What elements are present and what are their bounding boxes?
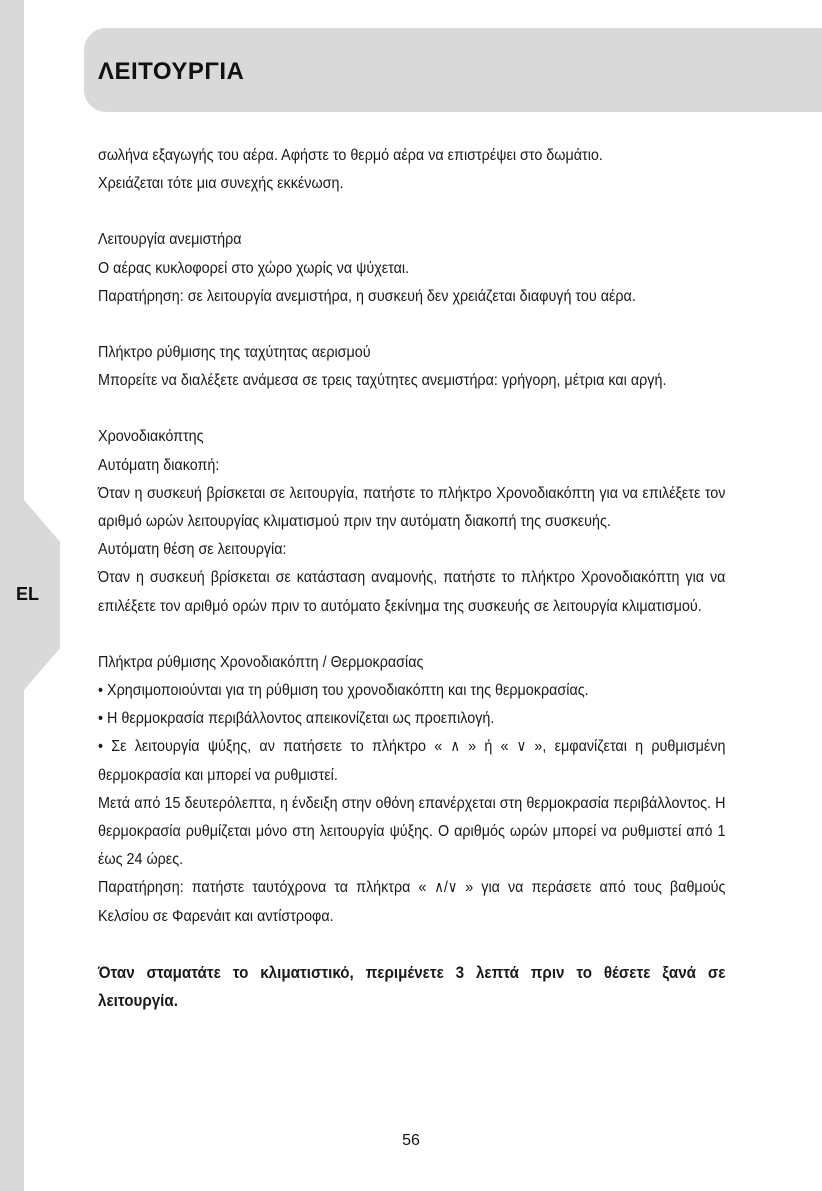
paragraph-line: σωλήνα εξαγωγής του αέρα. Αφήστε το θερμό αέρα να επιστρέψει στο δωμάτιο. xyxy=(98,147,603,164)
paragraph-line: Όταν η συσκευή βρίσκεται σε κατάσταση αναμονής, πατήστε το πλήκτρο Χρονοδιακόπτη για να επιλέξετε τον αριθμό ορών πριν το αυτόματο ξεκίνημα της συσκευής σε λειτουργία κλιματισμού. xyxy=(98,569,726,615)
paragraph-line: Μετά από 15 δευτερόλεπτα, η ένδειξη στην οθόνη επανέρχεται στη θερμοκρασία περιβάλλοντος. Η θερμοκρασία ρυθμίζεται μόνο στη λειτουργία ψύξης. Ο αριθμός ωρών μπορεί να ρυθμιστεί από 1 έως 24 ώρες. xyxy=(98,794,726,869)
paragraph-line: Χρειάζεται τότε μια συνεχής εκκένωση. xyxy=(98,175,344,193)
keys-heading: Πλήκτρα ρύθμισης Χρονοδιακόπτη / Θερμοκρασίας xyxy=(98,653,424,671)
paragraph-line: Παρατήρηση: σε λειτουργία ανεμιστήρα, η συσκευή δεν χρειάζεται διαφυγή του αέρα. xyxy=(98,287,636,305)
page-content xyxy=(98,142,725,1015)
fan-heading: Λειτουργία ανεμιστήρα xyxy=(98,231,242,249)
bullet-item: • Σε λειτουργία ψύξης, αν πατήσετε το πλήκτρο « ∧ » ή « ∨ », εμφανίζεται η ρυθμισμένη θερμοκρασία και μπορεί να ρυθμιστεί. xyxy=(98,738,726,784)
page-number: 56 xyxy=(402,1132,420,1149)
paragraph-line: Μπορείτε να διαλέξετε ανάμεσα σε τρεις ταχύτητες ανεμιστήρα: γρήγορη, μέτρια και αργή. xyxy=(98,372,667,390)
auto-off-heading: Αυτόματη διακοπή: xyxy=(98,456,220,474)
speed-heading: Πλήκτρο ρύθμισης της ταχύτητας αερισμού xyxy=(98,344,371,362)
paragraph-line: Παρατήρηση: πατήστε ταυτόχρονα τα πλήκτρα « ∧/∨ » για να περάσετε από τους βαθμούς Κελσίου σε Φαρενάιτ και αντίστροφα. xyxy=(98,879,726,925)
auto-on-heading: Αυτόματη θέση σε λειτουργία: xyxy=(98,541,287,559)
language-label: EL xyxy=(16,584,40,604)
paragraph-line: Ο αέρας κυκλοφορεί στο χώρο χωρίς να ψύχεται. xyxy=(98,259,410,277)
section-title: ΛΕΙΤΟΥΡΓΙΑ xyxy=(98,58,245,85)
warning-note: Όταν σταματάτε το κλιματιστικό, περιμένετε 3 λεπτά πριν το θέσετε ξανά σε λειτουργία. xyxy=(98,963,726,1010)
timer-heading: Χρονοδιακόπτης xyxy=(98,428,204,446)
bullet-item: • Η θερμοκρασία περιβάλλοντος απεικονίζεται ως προεπιλογή. xyxy=(98,710,495,728)
bullet-item: • Χρησιμοποιούνται για τη ρύθμιση του χρονοδιακόπτη και της θερμοκρασίας. xyxy=(98,682,589,700)
paragraph-line: Όταν η συσκευή βρίσκεται σε λειτουργία, πατήστε το πλήκτρο Χρονοδιακόπτη για να επιλέξετε τον αριθμό ωρών λειτουργίας κλιματισμού πριν την αυτόματη διακοπή της συσκευής. xyxy=(98,484,726,531)
